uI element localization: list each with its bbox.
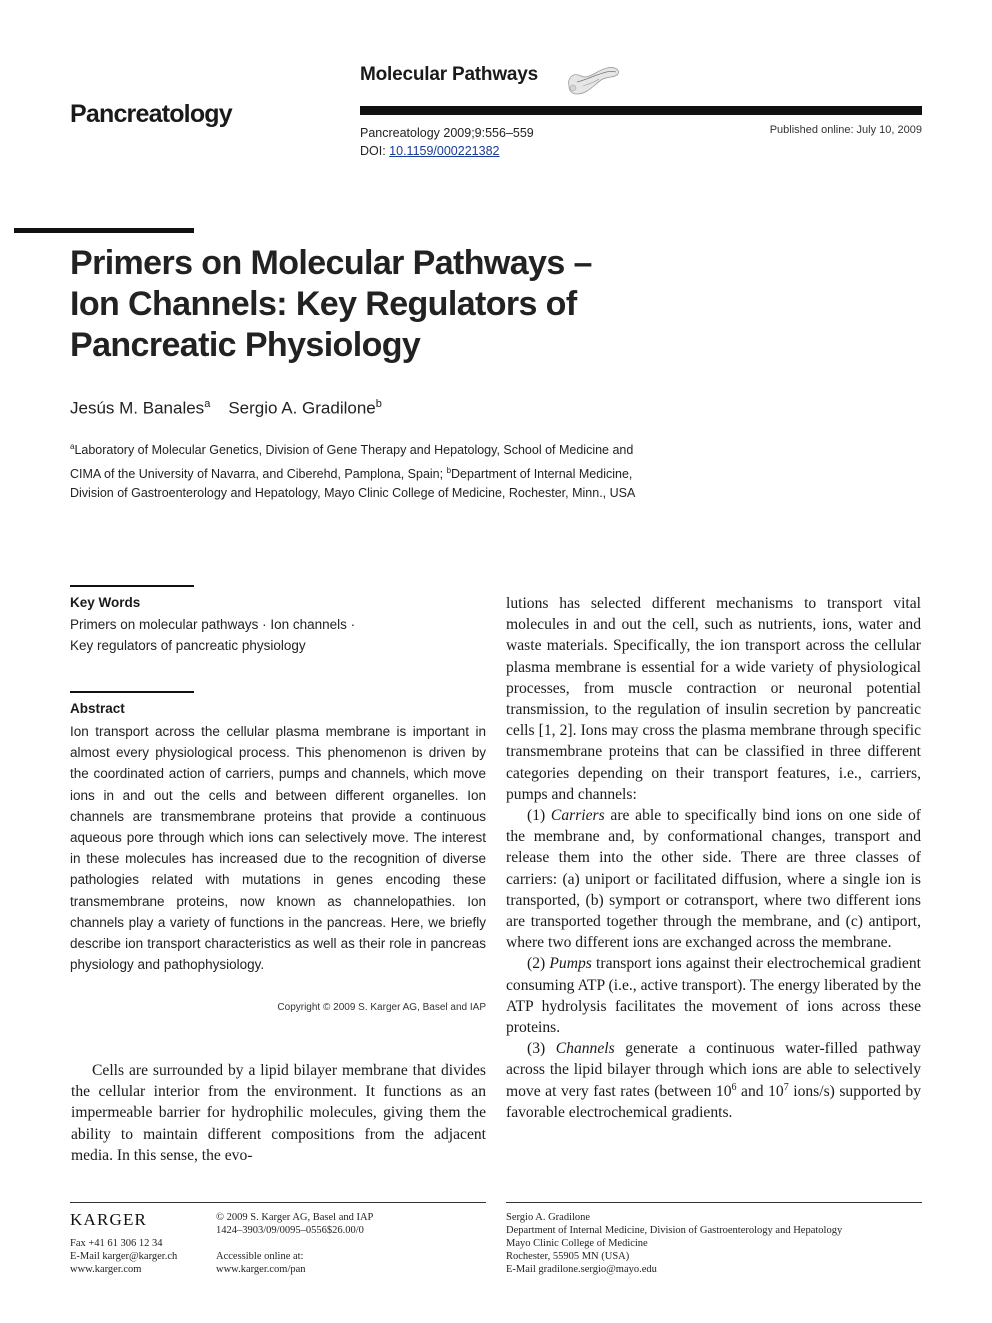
- affiliation-text: Division of Gastroenterology and Hepatology, Mayo Clinic College of Medicine, Rochester, Minn., USA: [70, 486, 636, 501]
- series-title: Molecular Pathways: [360, 64, 539, 85]
- karger-logo: KARGER: [70, 1210, 148, 1229]
- footer-rule-right: [506, 1202, 922, 1203]
- accessible-label: Accessible online at:: [216, 1251, 304, 1262]
- abstract-text: Ion transport across the cellular plasma membrane is important in almost every physiological process. This phenomenon is driven by the coordinated action of carriers, pumps and channels, which move ions in and out the cells and between different organelles. Ion channels are transmembrane proteins that provide a continuous aqueous pore through which ions can selectively move. The interest in these molecules has increased due to the recognition of diverse pathologies related with mutations in genes encoding these transmembrane proteins, now known as channelopathies. Ion channels play a variety of functions in the pancreas. Here, we briefly describe ion transport characteristics as well as their role in pancreas physiology and pathophysiology.: [70, 724, 486, 973]
- affiliation-text: CIMA of the University of Navarra, and Ciberehd, Pamplona, Spain;: [70, 466, 447, 481]
- affiliation-text: Laboratory of Molecular Genetics, Division of Gene Therapy and Hepatology, School of Medicine and: [74, 443, 634, 458]
- publisher-email[interactable]: E-Mail karger@karger.ch: [70, 1251, 178, 1262]
- term-carriers: Carriers: [550, 807, 605, 825]
- abstract-rule: [70, 691, 194, 693]
- body-right-column: [506, 593, 921, 1123]
- author-affil-mark: a: [204, 398, 211, 410]
- corr-line: Rochester, 55905 MN (USA): [506, 1251, 630, 1262]
- article-title: [70, 243, 770, 366]
- affiliation-text: Department of Internal Medicine,: [451, 466, 633, 481]
- affiliations: [70, 437, 730, 504]
- body-paragraph: lutions has selected different mechanisms to transport vital molecules in and out the cell, such as nutrients, ions, water and waste materials. Specifically, the ion transport across the cellular plasma membrane is essential for a wide variety of physiological processes, from muscle contraction or neuronal potential transmission, to the regulation of insulin secretion by pancreatic cells [1, 2]. Ions may cross the plasma membrane through specific transmembrane proteins that can be classified in three different categories depending on their transport features, i.e., carriers, pumps and channels:: [506, 595, 921, 803]
- list-number: (2): [527, 955, 550, 973]
- citation: [360, 124, 534, 160]
- journal-name: Pancreatology: [70, 100, 232, 128]
- published-date: Published online: July 10, 2009: [769, 124, 922, 136]
- issn-line: 1424–3903/09/0095–0556$26.00/0: [216, 1225, 364, 1236]
- accessible-url[interactable]: www.karger.com/pan: [216, 1264, 306, 1275]
- keywords-line: Primers on molecular pathways · Ion channels ·: [70, 617, 356, 632]
- corr-line: Department of Internal Medicine, Division of Gastroenterology and Hepatology: [506, 1225, 843, 1236]
- body-paragraph-pumps: [506, 953, 921, 1038]
- paragraph-text: generate a continuous water-filled pathway across the lipid bilayer through which ions are able to selectively move at very fast rates (between 10: [506, 1040, 921, 1100]
- keywords-line: Key regulators of pancreatic physiology: [70, 638, 306, 654]
- exponent: 6: [731, 1081, 737, 1093]
- title-rule: [14, 228, 194, 233]
- author-name: Jesús M. Banales: [70, 398, 205, 418]
- keywords-heading: Key Words: [70, 595, 141, 610]
- paragraph-text: transport ions against their electrochemical gradient consuming ATP (i.e., active transport). The energy liberated by the ATP hydrolysis facilitates the movement of ions across these proteins.: [506, 955, 921, 1037]
- correspondence-address: [506, 1211, 842, 1276]
- body-paragraph-carriers: [506, 805, 921, 953]
- term-channels: Channels: [555, 1040, 615, 1058]
- author-name: Sergio A. Gradilone: [228, 398, 376, 418]
- publisher-contact: [70, 1237, 177, 1276]
- corr-name: Sergio A. Gradilone: [506, 1212, 591, 1223]
- abstract-copyright: Copyright © 2009 S. Karger AG, Basel and IAP: [277, 1002, 486, 1013]
- doi-label: DOI:: [360, 144, 390, 158]
- pancreas-illustration-icon: [563, 60, 621, 104]
- doi-line: [360, 142, 534, 160]
- keywords-rule: [70, 585, 194, 587]
- body-paragraph: Cells are surrounded by a lipid bilayer membrane that divides the cellular interior from the environment. It functions as an impermeable barrier for hydrophilic molecules, giving them the ability to maintain different compositions from the adjacent media. In this sense, the evo-: [71, 1062, 486, 1164]
- title-line: Pancreatic Physiology: [70, 326, 421, 364]
- fax: Fax +41 61 306 12 34: [70, 1238, 163, 1249]
- footer-rule-left: [70, 1202, 486, 1203]
- corr-email[interactable]: E-Mail gradilone.sergio@mayo.edu: [506, 1264, 657, 1275]
- citation-line: Pancreatology 2009;9:556–559: [360, 126, 534, 140]
- exponent: 7: [783, 1081, 789, 1093]
- body-paragraph-channels: [506, 1038, 921, 1123]
- author-affil-mark: b: [375, 398, 382, 410]
- term-pumps: Pumps: [549, 955, 592, 973]
- affil-mark: a: [70, 442, 75, 451]
- title-line: Ion Channels: Key Regulators of: [70, 285, 577, 323]
- keywords-list: [70, 614, 486, 656]
- header-rule: [360, 106, 922, 115]
- copyright-line: © 2009 S. Karger AG, Basel and IAP: [216, 1212, 374, 1223]
- title-line: Primers on Molecular Pathways –: [70, 244, 592, 282]
- abstract-heading: Abstract: [70, 701, 125, 716]
- paragraph-text: and 10: [736, 1082, 784, 1100]
- body-left-column: [71, 1060, 486, 1166]
- affil-mark: b: [446, 465, 452, 475]
- authors: [70, 398, 382, 419]
- paragraph-text: are able to specifically bind ions on one side of the membrane and, by conformational changes, transport and release them into the other side. There are three classes of carriers: (a) uniport or facilitated diffusion, where a single ion is transported, (b) symport or cotransport, where two different ions are transported together through the membrane, and (c) antiport, where two different ions are exchanged across the membrane.: [506, 807, 921, 952]
- publisher-website[interactable]: www.karger.com: [70, 1264, 142, 1275]
- doi-link[interactable]: 10.1159/000221382: [389, 144, 500, 158]
- paragraph-text: ions/s) supported by favorable electrochemical gradients.: [506, 1082, 921, 1121]
- list-number: (1): [527, 807, 551, 825]
- copyright-info: [216, 1211, 373, 1276]
- corr-line: Mayo Clinic College of Medicine: [506, 1238, 648, 1249]
- list-number: (3): [527, 1040, 556, 1058]
